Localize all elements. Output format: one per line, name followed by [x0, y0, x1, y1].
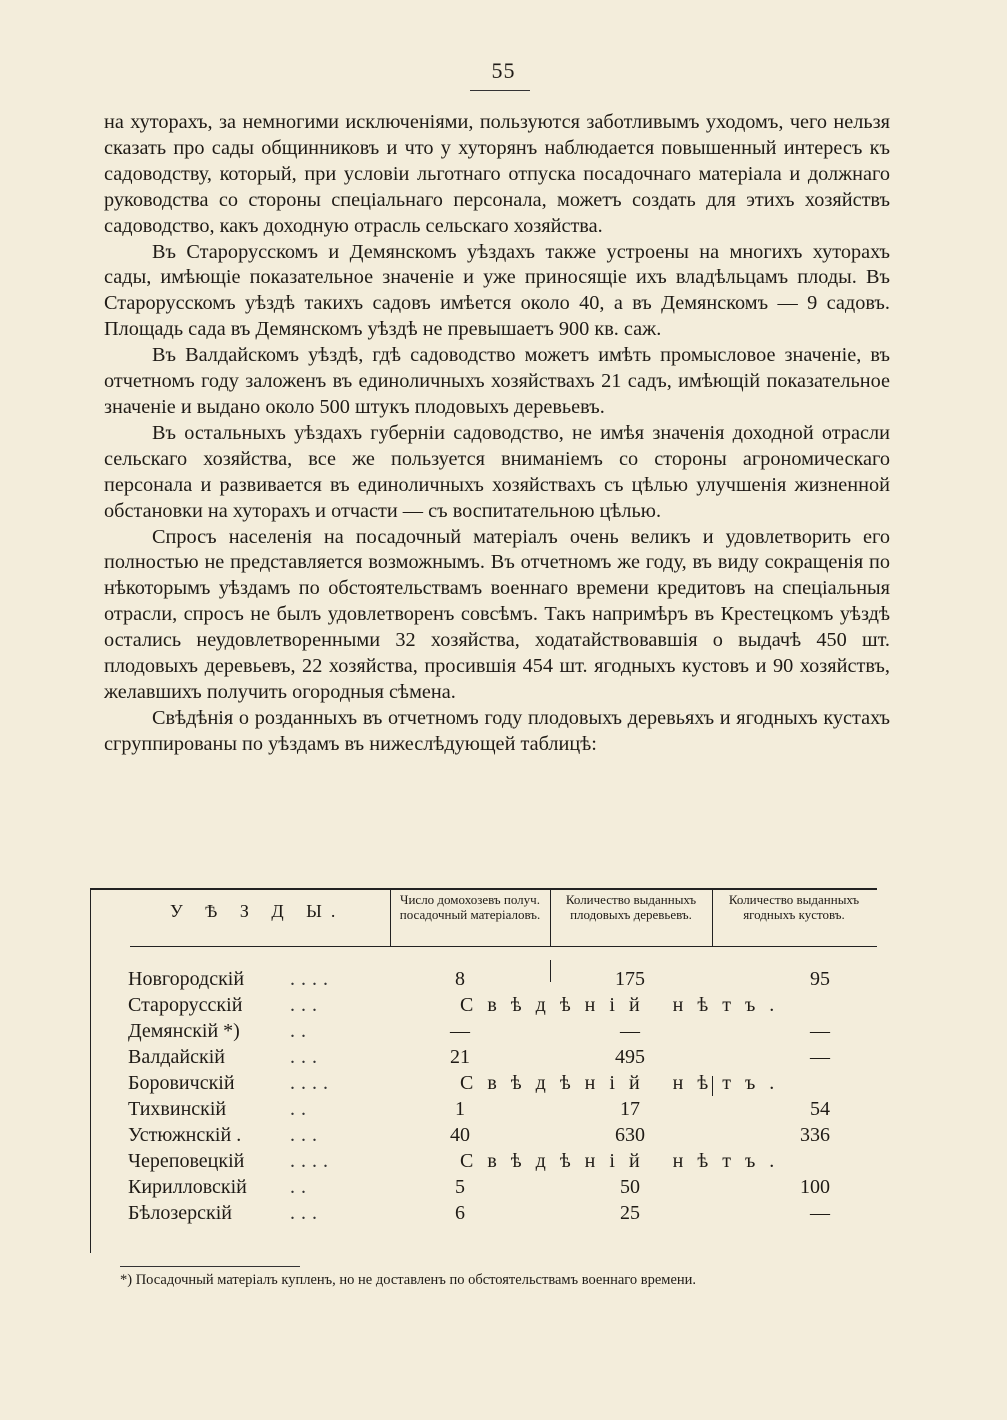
leader-dots: .... [290, 1072, 334, 1094]
berry-bushes-value: 54 [810, 1098, 830, 1120]
table-top-rule [90, 888, 877, 890]
uezd-name: Демянскій *) [128, 1020, 240, 1042]
table-divider [390, 888, 391, 946]
paragraph: Въ Валдайскомъ уѣздѣ, гдѣ садоводство можетъ имѣть промысловое значеніе, въ отчетномъ году заложенъ въ единоличныхъ хозяйствахъ 21 садъ, имѣющій показательное значеніе и выдано около 500 штукъ плодовыхъ деревьевъ. [104, 344, 890, 418]
table-row [90, 968, 877, 994]
header-uezdy: У Ѣ З Д Ы. [170, 901, 345, 921]
header-rule [130, 946, 877, 947]
table-row [90, 1020, 877, 1046]
uezd-name: Боровичскій [128, 1072, 235, 1094]
fruit-trees-value: 175 [615, 968, 645, 990]
table-row [90, 1124, 877, 1150]
table-row [90, 994, 877, 1020]
uezd-name: Тихвинскій [128, 1098, 227, 1120]
berry-bushes-value: 100 [800, 1176, 830, 1198]
leader-dots: .. [290, 1098, 312, 1120]
page-number-rule [470, 90, 530, 91]
header-fruit-trees: Количество выданныхъ плодовыхъ деревьевъ. [565, 892, 697, 922]
leader-dots: .... [290, 968, 334, 990]
leader-dots: .. [290, 1020, 312, 1042]
households-value: 1 [455, 1098, 465, 1120]
fruit-trees-value: 17 [620, 1098, 640, 1120]
uezd-name: Новгородскій [128, 968, 245, 990]
households-value: 21 [450, 1046, 470, 1068]
table-row [90, 1176, 877, 1202]
footnote: *) Посадочный матеріалъ купленъ, но не доставленъ по обстоятельствамъ военнаго времени. [120, 1272, 697, 1288]
no-data-note: Свѣдѣній нѣтъ. [460, 1150, 789, 1172]
berry-bushes-value: 336 [800, 1124, 830, 1146]
paragraph: на хуторахъ, за немногими исключеніями, пользуются заботливымъ уходомъ, чего нельзя сказать про сады общинниковъ и что у хуторянъ наблюдается повышенный интересъ къ садоводству, который, при условіи льготнаго отпуска посадочнаго матеріала и должнаго руководства со стороны спеціальнаго персонала, можетъ создать для этихъ хозяйствъ садоводство, какъ доходную отрасль сельскаго хозяйства. [104, 111, 890, 237]
paragraph: Свѣдѣнія о розданныхъ въ отчетномъ году плодовыхъ деревьяхъ и ягодныхъ кустахъ сгруппированы по уѣздамъ въ нижеслѣдующей таблицѣ: [104, 706, 890, 755]
paragraph: Въ Старорусскомъ и Демянскомъ уѣздахъ также устроены на многихъ хуторахъ сады, имѣющіе показательное значеніе и уже приносящіе ихъ владѣльцамъ плоды. Въ Старорусскомъ уѣздѣ такихъ садовъ имѣется около 40, а въ Демянскомъ — 9 садовъ. Площадь сада въ Демянскомъ уѣздѣ не превышаетъ 900 кв. саж. [104, 240, 890, 341]
berry-bushes-value: — [810, 1202, 830, 1224]
uezd-name: Череповецкій [128, 1150, 245, 1172]
fruit-trees-value: 25 [620, 1202, 640, 1224]
uezd-name: Кирилловскій [128, 1176, 247, 1198]
uezd-name: Старорусскій [128, 994, 243, 1016]
fruit-trees-value: 630 [615, 1124, 645, 1146]
no-data-note: Свѣдѣній нѣтъ. [460, 1072, 789, 1094]
households-value: — [450, 1020, 470, 1042]
households-value: 5 [455, 1176, 465, 1198]
table-row [90, 1150, 877, 1176]
leader-dots: .. [290, 1176, 312, 1198]
table-row [90, 1202, 877, 1228]
body-text [104, 110, 890, 758]
berry-bushes-value: — [810, 1020, 830, 1042]
households-value: 6 [455, 1202, 465, 1224]
leader-dots: ... [290, 1046, 323, 1068]
uezd-name: Бѣлозерскій [128, 1202, 232, 1224]
uezd-name: Валдайскій [128, 1046, 225, 1068]
header-households: Число домохозевъ получ. посадочный матеріаловъ. [399, 892, 541, 922]
fruit-trees-value: — [620, 1020, 640, 1042]
leader-dots: ... [290, 1202, 323, 1224]
paragraph: Спросъ населенія на посадочный матеріалъ очень великъ и удовлетворить его полностью не представляется возможнымъ. Въ отчетномъ же году, въ виду сокращенія по нѣкоторымъ уѣздамъ по обстоятельствамъ военнаго времени кредитовъ на спеціальныя отрасли, спросъ не былъ удовлетворенъ совсѣмъ. Такъ напримѣръ въ Крестецкомъ уѣздѣ остались неудовлетворенными 32 хозяйства, ходатайствовавшія о выдачѣ 450 шт. плодовыхъ деревьевъ, 22 хозяйства, просившія 454 шт. ягодныхъ кустовъ и 90 хозяйствъ, желавшихъ получить огородныя сѣмена. [104, 525, 890, 703]
leader-dots: .... [290, 1150, 334, 1172]
data-table [90, 888, 877, 1253]
berry-bushes-value: — [810, 1046, 830, 1068]
footnote-rule [120, 1266, 300, 1267]
header-berry-bushes: Количество выданныхъ ягодныхъ кустовъ. [728, 892, 860, 922]
berry-bushes-value: 95 [810, 968, 830, 990]
fruit-trees-value: 50 [620, 1176, 640, 1198]
table-row [90, 1098, 877, 1124]
table-row [90, 1072, 877, 1098]
leader-dots: ... [290, 1124, 323, 1146]
table-row [90, 1046, 877, 1072]
households-value: 40 [450, 1124, 470, 1146]
uezd-name: Устюжнскій . [128, 1124, 242, 1146]
no-data-note: Свѣдѣній нѣтъ. [460, 994, 789, 1016]
table-divider [712, 888, 713, 946]
fruit-trees-value: 495 [615, 1046, 645, 1068]
paragraph: Въ остальныхъ уѣздахъ губерніи садоводство, не имѣя значенія доходной отрасли сельскаго хозяйства, все же пользуется вниманіемъ со стороны агрономическаго персонала и развивается въ единоличныхъ хозяйствахъ съ цѣлью улучшенія жизненной обстановки на хуторахъ и отчасти — съ воспитательною цѣлью. [104, 421, 890, 522]
households-value: 8 [455, 968, 465, 990]
leader-dots: ... [290, 994, 323, 1016]
page-number: 55 [491, 58, 516, 83]
table-divider [550, 888, 551, 946]
